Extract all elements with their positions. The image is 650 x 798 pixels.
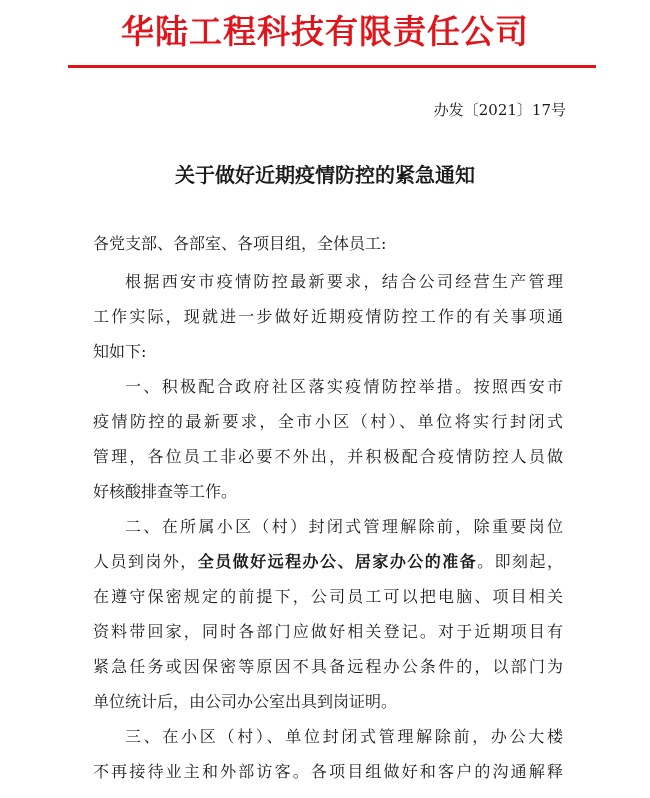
emphasized-text: 全员做好远程办公、居家办公的准备 [197,552,478,571]
body-text [93,264,563,789]
text-line: 知如下: [93,342,147,361]
text-line: 工作实际，现就进一步做好近期疫情防控工作的有关事项通 [93,307,563,326]
text-line: 疫情防控的最新要求，全市小区（村）、单位将实行封闭式 [93,412,563,431]
text-line-with-emphasis [93,544,563,579]
text-line: 好核酸排查等工作。 [93,482,238,501]
letterhead-company-name: 华陆工程科技有限责任公司 [121,12,529,51]
paragraph-item-two [93,509,563,719]
text-line: 资料带回家，同时各部门应做好相关登记。对于近期项目有 [93,622,563,641]
document-title: 关于做好近期疫情防控的紧急通知 [175,163,475,187]
text-segment: 。即刻起， [477,552,563,571]
text-line: 紧急任务或因保密等原因不具备远程办公条件的，以部门为 [93,657,563,676]
text-line: 不再接待业主和外部访客。各项目组做好和客户的沟通解释 [93,762,563,781]
text-segment: 人员到岗外， [93,552,198,571]
text-line: 三、在小区（村）、单位封闭式管理解除前，办公大楼 [125,727,563,746]
text-line: 单位统计后，由公司办公室出具到岗证明。 [93,692,398,711]
text-line: 一、积极配合政府社区落实疫情防控举措。按照西安市 [125,377,563,396]
text-line: 在遵守保密规定的前提下，公司员工可以把电脑、项目相关 [93,587,563,606]
text-line: 根据西安市疫情防控最新要求，结合公司经营生产管理 [125,272,563,291]
paragraph-item-three [93,719,563,789]
salutation: 各党支部、各部室、各项目组，全体员工: [93,234,387,253]
paragraph-intro [93,264,563,369]
paragraph-item-one [93,369,563,509]
letterhead-red-rule [68,65,596,68]
text-line: 管理，各位员工非必要不外出，并积极配合疫情防控人员做 [93,447,563,466]
text-line: 二、在所属小区（村）封闭式管理解除前，除重要岗位 [125,517,563,536]
document-number: 办发〔2021〕17号 [433,101,566,119]
